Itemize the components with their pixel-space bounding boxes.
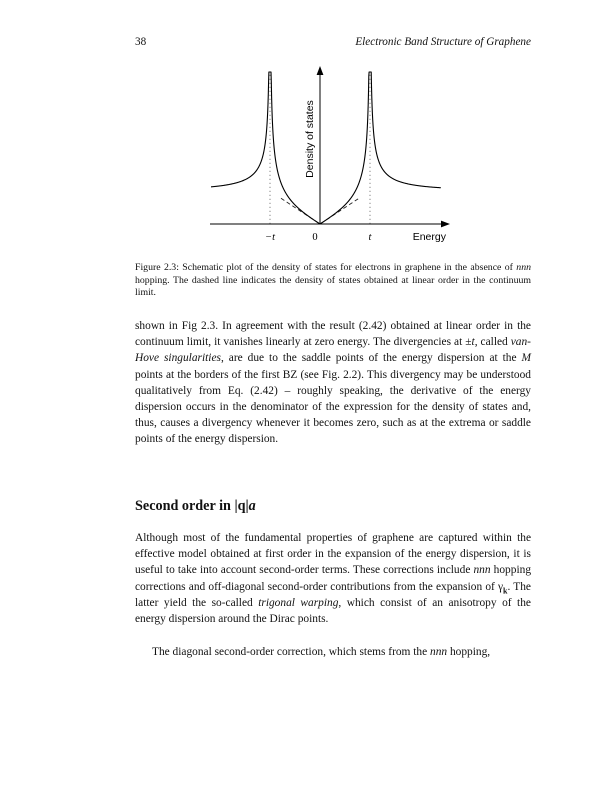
tick-label: −t — [264, 232, 276, 243]
y-axis-arrow — [317, 66, 324, 75]
text-segment: | — [245, 498, 249, 514]
text-segment: nnn — [430, 646, 448, 658]
figure-2-3 — [135, 58, 531, 261]
text-segment: hopping, — [447, 646, 491, 658]
text-segment: M — [521, 352, 531, 365]
running-header — [135, 36, 531, 48]
text-segment: γ — [497, 580, 504, 593]
dos-curve — [211, 72, 441, 224]
text-segment: q — [237, 498, 246, 514]
text-segment: t — [471, 336, 475, 349]
tick-label: t — [368, 232, 372, 243]
text-segment: , which consist of an anisotropy of the energy dispersion around the Dirac points. — [135, 596, 531, 626]
text-segment: Second order in | — [135, 498, 238, 514]
y-axis-label: Density of states — [304, 100, 316, 178]
text-segment: a — [248, 498, 256, 514]
body-paragraph-1 — [135, 318, 531, 448]
text-segment: . The latter yield the so-called — [135, 580, 531, 609]
tick-label: 0 — [312, 232, 318, 243]
text-segment: Schematic plot of the density of states for electrons in graphene in the absence of — [178, 262, 517, 273]
text-segment: trigonal warping — [258, 596, 339, 609]
text-segment: nnn — [516, 262, 531, 273]
text-segment: , are due to the saddle points of the energy dispersion at the — [220, 352, 522, 365]
dos-plot — [208, 58, 458, 256]
text-segment: hopping. The dashed line indicates the density of states obtained at linear order in the continuum limit. — [135, 274, 531, 298]
x-axis-arrow — [441, 221, 450, 228]
text-segment: k — [503, 585, 508, 595]
x-axis-label: Energy — [412, 231, 446, 243]
text-segment: , called — [474, 336, 511, 349]
text-segment: Figure 2.3: — [135, 262, 179, 273]
text-segment: shown in Fig 2.3. In agreement with the result (2.42) obtained at linear order in the continuum limit, it vanishes linearly at zero energy. The divergencies at ± — [135, 320, 531, 349]
page-number: 38 — [135, 36, 147, 48]
text-segment: hopping corrections and off-diagonal second-order contributions from the expansion of — [135, 564, 532, 593]
body-paragraph-3 — [135, 644, 531, 660]
text-segment: points at the borders of the first BZ (see Fig. 2.2). This divergency may be understood qualitatively from Eq. (2.42) – roughly speaking, the derivative of the energy dispersion occurs in the denominator of the expression for the density of states and, thus, causes a divergency whenever it becomes zero, such as at the extrema or saddle points of the energy dispersion. — [135, 368, 531, 446]
text-segment: The diagonal second-order correction, which stems from the — [152, 646, 431, 658]
text-segment: van-Hove singularities — [135, 336, 531, 365]
section-heading — [135, 498, 531, 515]
text-segment: Although most of the fundamental properties of graphene are captured within the effective model obtained at first order in the expansion of the energy dispersion, it is useful to take into account second-order terms. These corrections include — [135, 532, 531, 577]
body-paragraph-2 — [135, 530, 531, 627]
running-title: Electronic Band Structure of Graphene — [355, 36, 531, 48]
text-segment: nnn — [473, 564, 491, 577]
figure-caption — [135, 262, 531, 300]
